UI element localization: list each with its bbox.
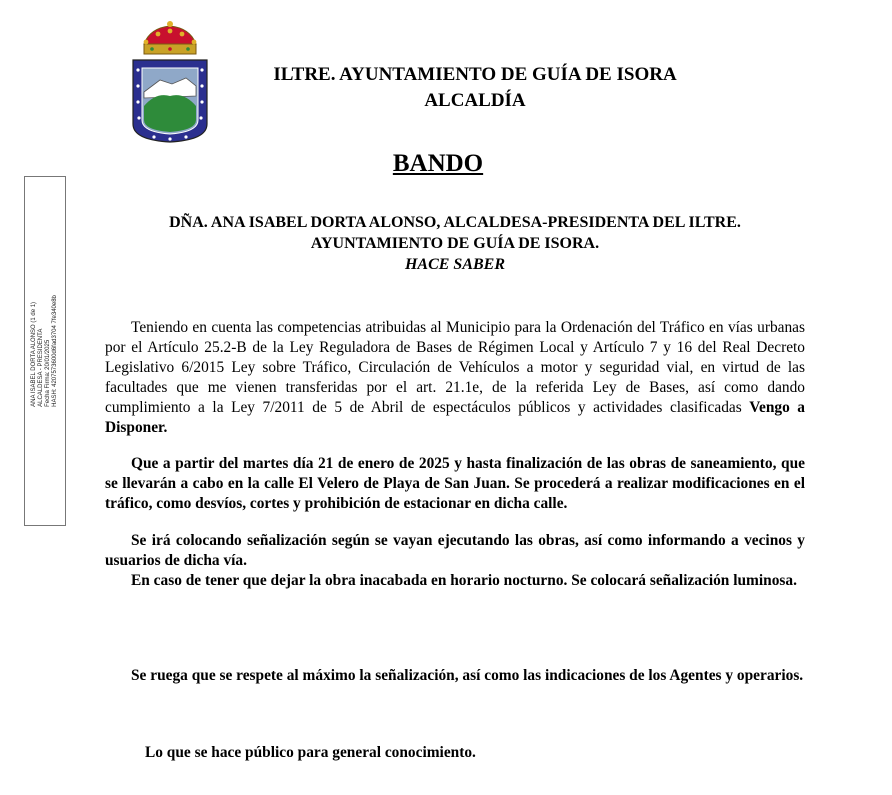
document-heading (105, 212, 805, 275)
intro-paragraph (105, 318, 805, 438)
stamp-line-4: HASH: 4207573600d6fad3704 7fe340e8b (52, 295, 58, 407)
signature-stamp (24, 176, 66, 526)
stamp-line-2: ALCALDESA - PRESIDENTA (38, 328, 44, 407)
signature-stamp-text (31, 295, 59, 407)
intro-text: Teniendo en cuenta las competencias atribuidas al Municipio para la Ordenación del Tráfico en vías urbanas por el Artículo 25.2-B de la Ley Reguladora de Bases de Régimen Local y Artículo 7 y 16 del Real Decreto Legislativo 6/2015 Ley sobre Tráfico, Circulación de Vehículos a motor y seguridad vial, en virtud de las facultades que me vienen transferidas por el art. 21.1e, de la referida Ley de Bases, así como dando cumplimiento a la Ley 7/2011 de 5 de Abril de espectáculos públicos y actividades clasificadas (105, 319, 805, 416)
closing-text: Lo que se hace público para general conocimiento. (145, 744, 476, 761)
closing-paragraph (145, 743, 805, 763)
paragraph-2 (105, 531, 805, 571)
paragraph-1-text: Que a partir del martes día 21 de enero de 2025 y hasta finalización de las obras de saneamiento, que se llevarán a cabo en la calle El Velero de Playa de San Juan. Se procederá a realizar modificaciones en el tráfico, como desvíos, cortes y prohibición de estacionar en dicha calle. (105, 455, 805, 512)
heading-line-2: AYUNTAMIENTO DE GUÍA DE ISORA. (310, 235, 600, 252)
intro-bold: Vengo a Disponer. (105, 399, 806, 436)
municipal-coat-of-arms (130, 20, 210, 144)
paragraph-3 (105, 571, 805, 591)
paragraph-1 (105, 454, 805, 514)
paragraph-4-text: Se ruega que se respete al máximo la señalización, así como las indicaciones de los Agentes y operarios. (131, 667, 804, 684)
document-title: BANDO (392, 150, 484, 177)
org-line-1: ILTRE. AYUNTAMIENTO DE GUÍA DE ISORA (273, 64, 677, 85)
heading-line-3: HACE SABER (404, 256, 506, 273)
paragraph-3-text: En caso de tener que dejar la obra inacabada en horario nocturno. Se colocará señalización luminosa. (131, 572, 797, 589)
crown-icon (144, 21, 197, 54)
stamp-line-1: ANA ISABEL DORTA ALONSO (1 de 1) (31, 301, 37, 407)
stamp-line-3: Fecha Firma: 20/01/2025 (45, 339, 51, 407)
paragraph-4 (105, 666, 805, 686)
org-line-2: ALCALDÍA (424, 90, 526, 111)
organization-name (220, 62, 730, 114)
paragraph-2-text: Se irá colocando señalización según se vayan ejecutando las obras, así como informando a vecinos y usuarios de dicha vía. (105, 532, 805, 569)
heading-line-1: DÑA. ANA ISABEL DORTA ALONSO, ALCALDESA-PRESIDENTA DEL ILTRE. (169, 214, 741, 231)
